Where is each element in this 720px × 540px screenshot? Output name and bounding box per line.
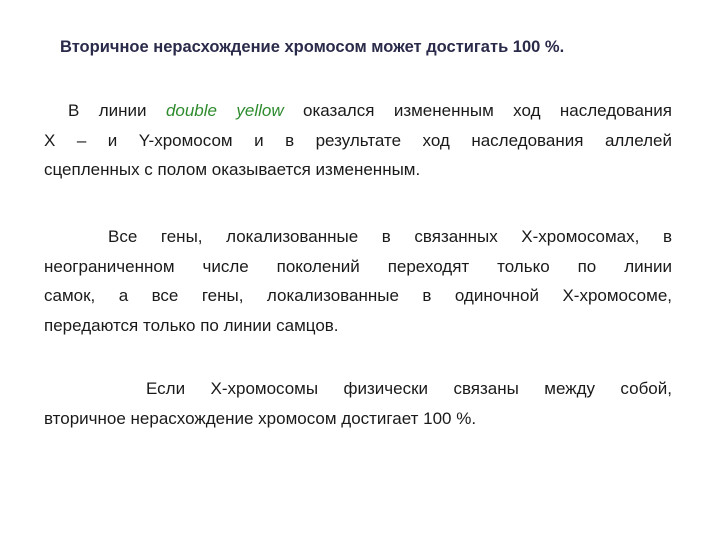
text-segment: В линии — [68, 101, 166, 120]
paragraph-linked-genes — [44, 222, 672, 340]
paragraph-line: Все гены, локализованные в связанных Х-хромосомах, в — [108, 227, 672, 246]
paragraph-line: неограниченном числе поколений переходят только по линии — [44, 256, 672, 276]
paragraph-line: самок, а все гены, локализованные в одиночной Х-хромосоме, — [44, 286, 672, 305]
paragraph-line: X – и Y-хромосом и в результате ход наследования аллелей — [44, 130, 672, 150]
paragraph-line: сцепленных с полом оказывается измененным. — [44, 160, 421, 179]
paragraph-nondisjunction — [44, 374, 672, 433]
paragraph-line: передаются только по линии самцов. — [44, 315, 339, 335]
paragraph-double-yellow — [44, 96, 672, 185]
text-segment: оказался измененным ход наследования — [283, 101, 672, 120]
paragraph-line: Если Х-хромосомы физически связаны между собой, — [146, 379, 672, 398]
highlighted-term: double yellow — [165, 101, 284, 120]
paragraph-line — [44, 96, 672, 126]
slide-title: Вторичное нерасхождение хромосом может достигать 100 %. — [60, 38, 565, 56]
paragraph-line: вторичное нерасхождение хромосом достигает 100 %. — [44, 408, 477, 428]
